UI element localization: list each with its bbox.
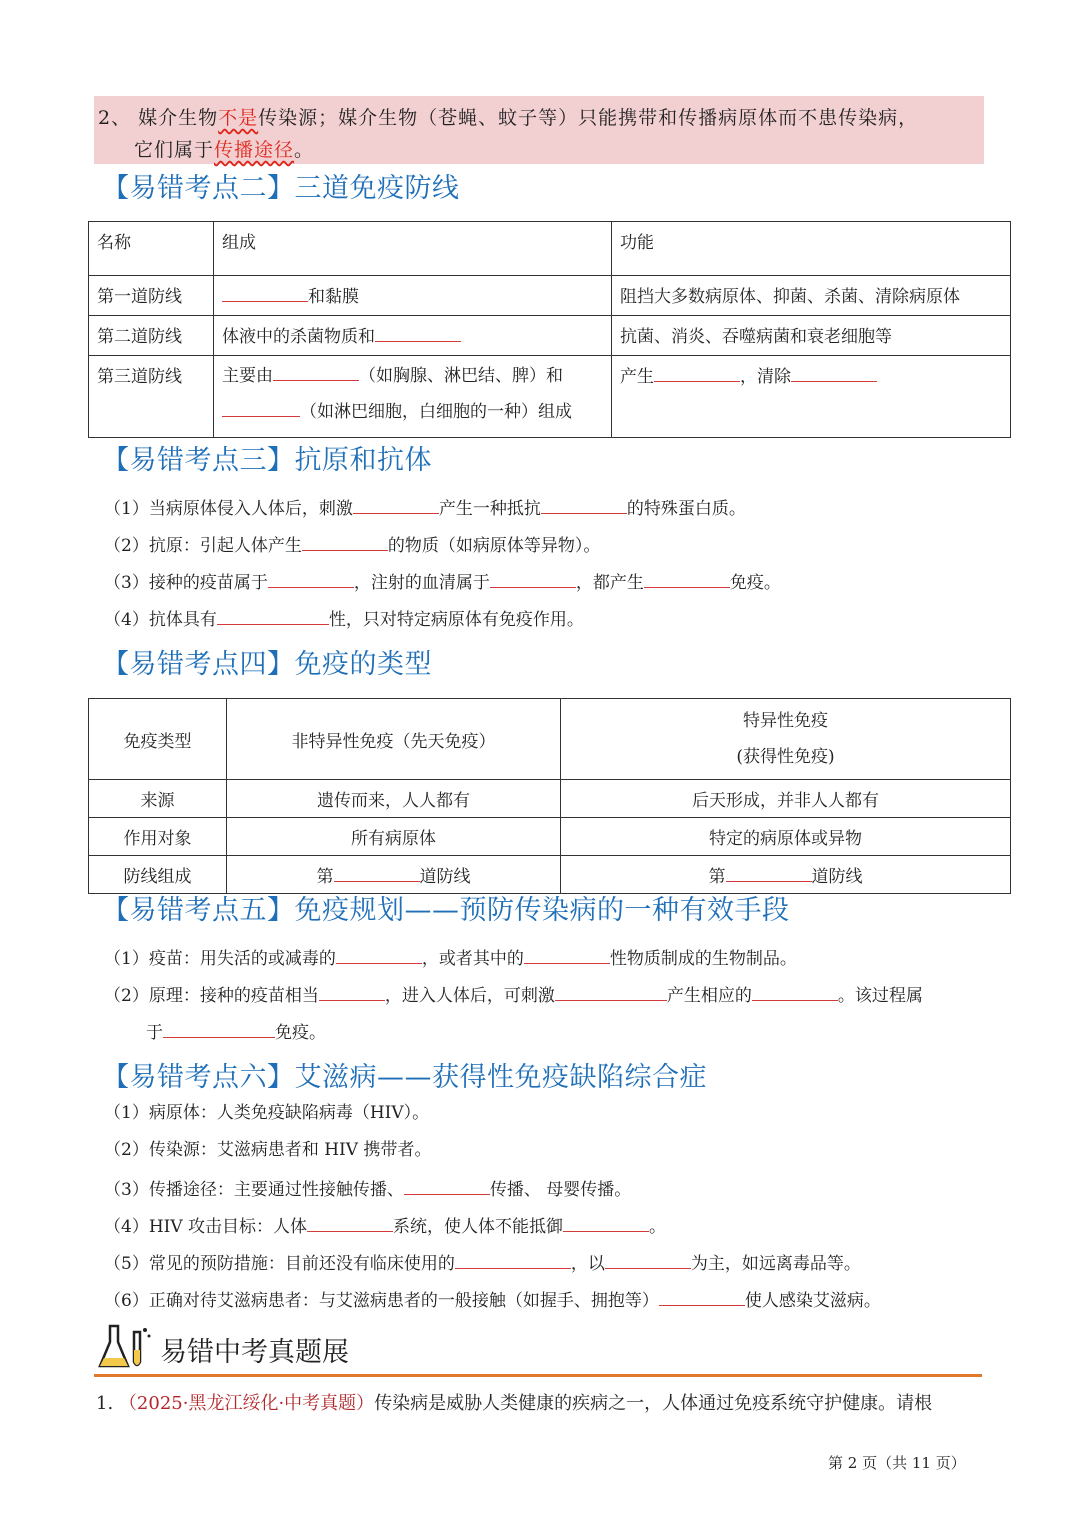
note-line-1 (98, 102, 984, 134)
text: 产生一种抵抗 (438, 499, 541, 519)
table-header: 组成 (214, 222, 612, 276)
heading-point-4: 【易错考点四】免疫的类型 (102, 649, 432, 680)
cell-text: 和黏膜 (308, 287, 359, 307)
text: （2）抗原：引起人体产生 (104, 536, 302, 556)
defense-lines-table (88, 221, 1011, 438)
table-cell: 阻挡大多数病原体、抑菌、杀菌、清除病原体 (612, 276, 1011, 316)
text: （4）抗体具有 (104, 610, 217, 630)
text: 性，只对特定病原体有免疫作用。 (328, 610, 584, 630)
note-text: 传染源；媒介生物（苍蝇、蚊子等）只能携带和传播病原体而不患传染病， (258, 107, 919, 129)
note-emphasis: 不是 (218, 107, 259, 129)
table-row (89, 356, 1011, 438)
note-line-2 (98, 134, 984, 166)
answer-blank[interactable] (353, 495, 439, 514)
answer-blank[interactable] (659, 1287, 745, 1306)
text: 性物质制成的生物制品。 (609, 949, 797, 969)
text: 传播、 母婴传播。 (489, 1180, 632, 1200)
text: 免疫。 (275, 1023, 326, 1043)
page-footer: 第 2 页（共 11 页） (828, 1454, 966, 1472)
text: ，注射的血清属于 (353, 573, 490, 593)
note-text: 2、 媒介生物 (98, 107, 219, 129)
text: （3）传播途径：主要通过性接触传播、 (104, 1180, 404, 1200)
answer-blank[interactable] (752, 982, 838, 1001)
cell-text: （如胸腺、淋巴结、脾）和 (359, 366, 563, 386)
s5-line-1 (104, 945, 797, 970)
table-row (89, 276, 1011, 316)
answer-blank[interactable] (222, 398, 300, 417)
answer-blank[interactable] (302, 532, 388, 551)
answer-blank[interactable] (336, 945, 422, 964)
s6-line-5 (104, 1250, 861, 1275)
table-cell: 作用对象 (89, 818, 227, 856)
table-header: 名称 (89, 222, 214, 276)
text: 系统，使人体不能抵御 (393, 1217, 564, 1237)
heading-point-6: 【易错考点六】艾滋病——获得性免疫缺陷综合症 (102, 1062, 707, 1093)
s3-line-1 (104, 495, 746, 520)
text: （6）正确对待艾滋病患者：与艾滋病患者的一般接触（如握手、拥抱等） (104, 1291, 659, 1311)
text: ，进入人体后，可刺激 (384, 986, 555, 1006)
text: ，或者其中的 (421, 949, 524, 969)
table-cell: 第一道防线 (89, 276, 214, 316)
text: （4）HIV 攻击目标：人体 (104, 1217, 308, 1237)
table-cell: 第三道防线 (89, 356, 214, 438)
note-text: 它们属于 (134, 139, 215, 161)
table-cell: 遗传而来，人人都有 (227, 780, 561, 818)
header-line: 特异性免疫 (743, 711, 828, 731)
table-cell: 抗菌、消炎、吞噬病菌和衰老细胞等 (612, 316, 1011, 356)
text: （1）当病原体侵入人体后，刺激 (104, 499, 353, 519)
answer-blank[interactable] (319, 982, 385, 1001)
answer-blank[interactable] (791, 363, 877, 382)
header-line: (获得性免疫) (736, 747, 835, 767)
cell-text: ，清除 (740, 367, 791, 387)
answer-blank[interactable] (217, 606, 329, 625)
text: （1）疫苗：用失活的或减毒的 (104, 949, 336, 969)
table-cell: 所有病原体 (227, 818, 561, 856)
text: 免疫。 (729, 573, 781, 593)
table-cell: 防线组成 (89, 856, 227, 894)
question-1 (96, 1393, 932, 1415)
cell-text: 产生 (620, 367, 654, 387)
table-cell: 来源 (89, 780, 227, 818)
question-number: 1. (96, 1393, 114, 1414)
s6-line-1: （1）病原体：人类免疫缺陷病毒（HIV）。 (104, 1103, 430, 1123)
flask-icon (96, 1322, 156, 1372)
table-header: 功能 (612, 222, 1011, 276)
text: ，以 (570, 1254, 605, 1274)
cell-text: 第 (316, 867, 334, 887)
text: 。该过程属 (837, 986, 923, 1006)
answer-blank[interactable] (490, 569, 576, 588)
table-row (89, 316, 1011, 356)
text: 于 (146, 1023, 163, 1043)
text: （3）接种的疫苗属于 (104, 573, 268, 593)
s6-line-3 (104, 1176, 631, 1201)
table-cell: 特定的病原体或异物 (561, 818, 1011, 856)
table-header: 非特异性免疫（先天免疫） (227, 699, 561, 780)
text: （2）原理：接种的疫苗相当 (104, 986, 319, 1006)
answer-blank[interactable] (541, 495, 627, 514)
s6-line-4 (104, 1213, 666, 1238)
table-row (89, 780, 1011, 818)
answer-blank[interactable] (404, 1176, 490, 1195)
cell-text: 道防线 (811, 867, 863, 887)
answer-blank[interactable] (605, 1250, 691, 1269)
table-row (89, 699, 1011, 780)
table-cell (612, 356, 1011, 438)
s5-line-2 (104, 982, 923, 1007)
table-row (89, 818, 1011, 856)
text: 产生相应的 (666, 986, 752, 1006)
immunity-types-table (88, 698, 1011, 894)
answer-blank[interactable] (307, 1213, 393, 1232)
s6-line-2: （2）传染源：艾滋病患者和 HIV 携带者。 (104, 1140, 432, 1160)
cell-text: 第 (708, 867, 726, 887)
answer-blank[interactable] (555, 982, 667, 1001)
table-cell (214, 316, 612, 356)
cell-text: 主要由 (222, 366, 273, 386)
cell-text: （如淋巴细胞，白细胞的一种）组成 (300, 402, 572, 422)
answer-blank[interactable] (644, 569, 730, 588)
note-text: 。 (294, 139, 315, 161)
s3-line-2 (104, 532, 600, 557)
question-source: （2025·黑龙江绥化·中考真题） (118, 1393, 375, 1414)
exam-section-title: 易错中考真题展 (160, 1337, 349, 1368)
table-header: 免疫类型 (89, 699, 227, 780)
cell-text: 道防线 (419, 867, 471, 887)
answer-blank[interactable] (563, 1213, 649, 1232)
question-text: 传染病是威胁人类健康的疾病之一，人体通过免疫系统守护健康。请根 (374, 1393, 933, 1414)
text: 为主，如远离毒品等。 (690, 1254, 861, 1274)
table-cell (214, 276, 612, 316)
answer-blank[interactable] (163, 1019, 275, 1038)
s3-line-4 (104, 606, 584, 631)
text: ，都产生 (575, 573, 644, 593)
heading-point-2: 【易错考点二】三道免疫防线 (102, 173, 460, 204)
heading-point-3: 【易错考点三】抗原和抗体 (102, 445, 432, 476)
answer-blank[interactable] (268, 569, 354, 588)
text: （5）常见的预防措施：目前还没有临床使用的 (104, 1254, 455, 1274)
answer-blank[interactable] (334, 863, 420, 882)
text: 。 (649, 1217, 667, 1237)
answer-blank[interactable] (455, 1250, 571, 1269)
answer-blank[interactable] (654, 363, 740, 382)
table-cell (214, 356, 612, 438)
cell-text: 体液中的杀菌物质和 (222, 327, 375, 347)
s6-line-6 (104, 1287, 881, 1312)
heading-point-5: 【易错考点五】免疫规划——预防传染病的一种有效手段 (102, 895, 790, 926)
text: 使人感染艾滋病。 (744, 1291, 881, 1311)
answer-blank[interactable] (726, 863, 812, 882)
s5-line-3 (146, 1019, 326, 1044)
answer-blank[interactable] (273, 362, 359, 381)
answer-blank[interactable] (222, 283, 308, 302)
note-box (94, 96, 984, 164)
text: 的特殊蛋白质。 (626, 499, 746, 519)
table-header (561, 699, 1011, 780)
answer-blank[interactable] (524, 945, 610, 964)
table-cell: 第二道防线 (89, 316, 214, 356)
text: 的物质（如病原体等异物）。 (387, 536, 601, 556)
exam-divider (94, 1374, 982, 1377)
note-emphasis: 传播途径 (214, 139, 295, 161)
answer-blank[interactable] (375, 323, 461, 342)
table-cell: 后天形成，并非人人都有 (561, 780, 1011, 818)
s3-line-3 (104, 569, 781, 594)
flask-icon-svg (96, 1322, 156, 1372)
